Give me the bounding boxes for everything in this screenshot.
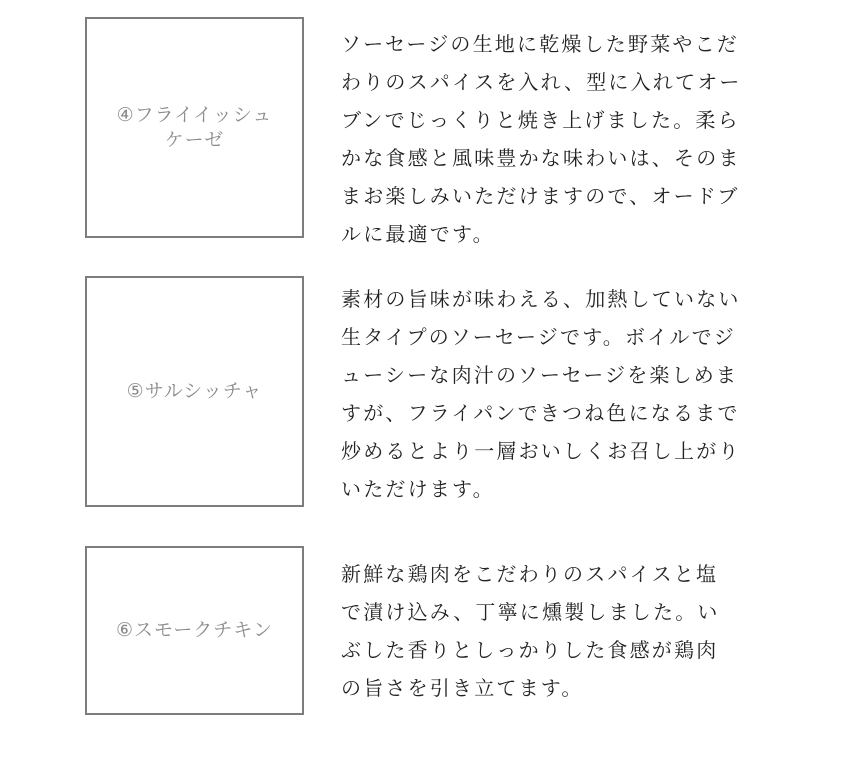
product-description: 素材の旨味が味わえる、加熱していない 生タイプのソーセージです。ボイルでジ ューシーな肉汁のソーセージを楽しめま すが、フライパンできつね色になるまで 炒めるとより一層おいしくお召し上がり いただけます。 bbox=[341, 287, 741, 501]
product-description: ソーセージの生地に乾燥した野菜やこだ わりのスパイスを入れ、型に入れてオー ブンでじっくりと焼き上げました。柔ら かな食感と風味豊かな味わいは、そのま まお楽しみいただけますので、オードブ ルに最適です。 bbox=[341, 32, 742, 246]
product-image-label: ④フライイッシュ ケーゼ bbox=[116, 103, 273, 151]
product-image-placeholder bbox=[85, 276, 304, 507]
product-image-placeholder bbox=[85, 546, 304, 715]
product-description: 新鮮な鶏肉をこだわりのスパイスと塩 で漬け込み、丁寧に燻製しました。い ぶした香りとしっかりした食感が鶏肉 の旨さを引き立てます。 bbox=[341, 562, 720, 700]
product-image-label: ⑤サルシッチャ bbox=[126, 380, 263, 402]
product-image-placeholder bbox=[85, 17, 304, 238]
product-image-label: ⑥スモークチキン bbox=[115, 619, 274, 641]
